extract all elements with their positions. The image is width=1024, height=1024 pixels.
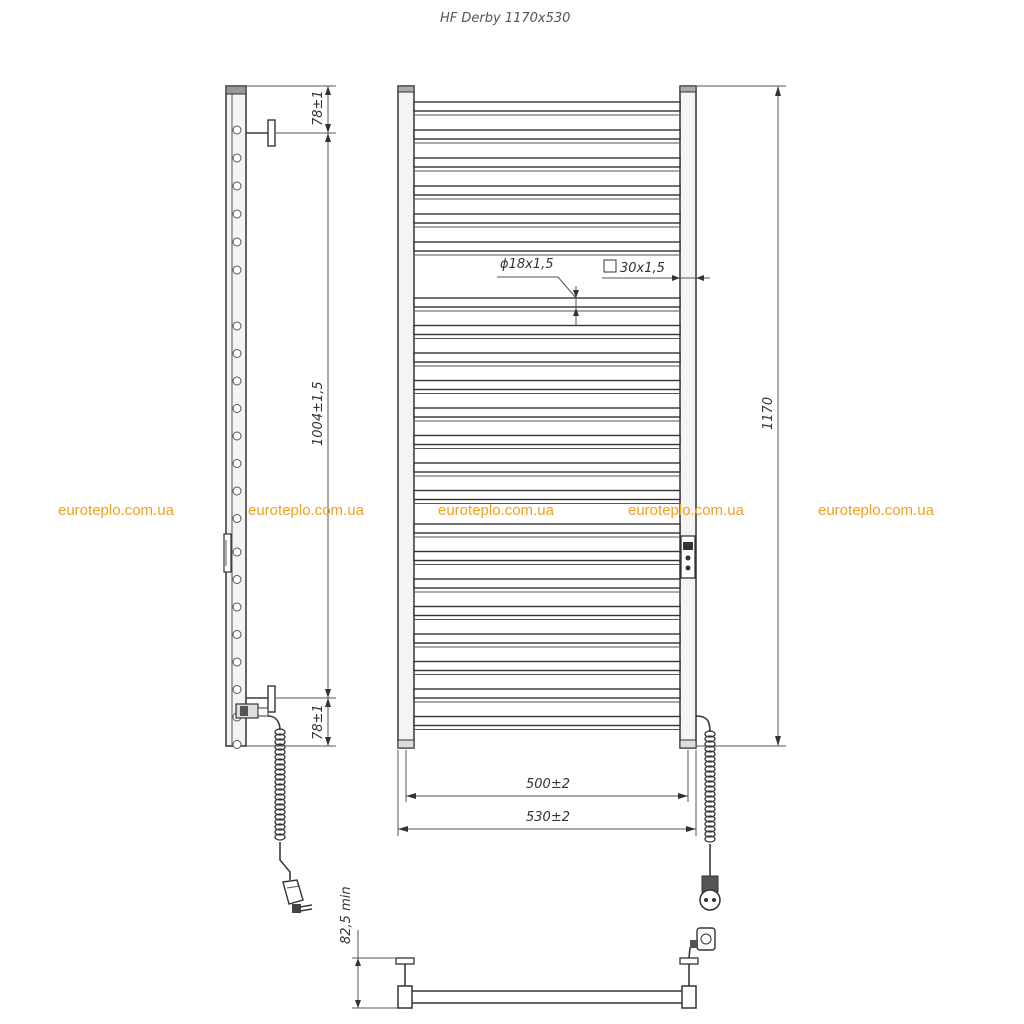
dim-tube-diameter: ϕ18x1,5 (500, 257, 554, 272)
tube-end-circle (233, 548, 241, 556)
horizontal-bar (414, 717, 680, 726)
watermark-2: euroteplo.com.ua (248, 502, 364, 519)
side-view (224, 86, 336, 913)
watermark-5: euroteplo.com.ua (818, 502, 934, 519)
dim-top-mount: 78±1 (311, 90, 326, 126)
front-cable-coil (705, 731, 715, 842)
tube-end-circle (233, 238, 241, 246)
side-controller (224, 534, 231, 572)
horizontal-bar (414, 214, 680, 223)
top-bar (402, 991, 692, 1003)
side-connector (236, 704, 268, 718)
horizontal-bar (414, 524, 680, 533)
horizontal-bar (414, 186, 680, 195)
horizontal-bar (414, 634, 680, 643)
front-plug (700, 876, 720, 910)
watermark-3: euroteplo.com.ua (438, 502, 554, 519)
horizontal-bars (414, 102, 680, 730)
horizontal-bar (414, 381, 680, 390)
tube-end-circle (233, 266, 241, 274)
side-coiled-cable (268, 716, 280, 730)
tube-end-circle (233, 154, 241, 162)
tube-end-circle (233, 126, 241, 134)
horizontal-bar (414, 436, 680, 445)
horizontal-bar (414, 326, 680, 335)
dim-wall-offset: 82,5 min (339, 886, 354, 944)
horizontal-bar (414, 102, 680, 111)
top-plug (689, 928, 715, 958)
side-plug (283, 880, 312, 913)
dim-mount-spacing: 1004±1,5 (311, 381, 326, 446)
dim-bottom-mount: 78±1 (311, 704, 326, 740)
tube-end-circle (233, 350, 241, 358)
horizontal-bar (414, 552, 680, 561)
horizontal-bar (414, 463, 680, 472)
dim-outer-width: 530±2 (526, 810, 570, 825)
horizontal-bar (414, 408, 680, 417)
right-post (680, 86, 696, 748)
horizontal-bar (414, 491, 680, 500)
tube-end-circle (233, 515, 241, 523)
horizontal-bar (414, 242, 680, 251)
tube-end-circle (233, 460, 241, 468)
dim-inner-width: 500±2 (526, 777, 570, 792)
tube-end-circle (233, 377, 241, 385)
tube-end-circle (233, 631, 241, 639)
tube-end-circle (233, 210, 241, 218)
tube-end-circle (233, 741, 241, 749)
tube-end-circle (233, 322, 241, 330)
tube-end-circle (233, 182, 241, 190)
horizontal-bar (414, 607, 680, 616)
watermark-1: euroteplo.com.ua (58, 502, 174, 519)
horizontal-bar (414, 158, 680, 167)
top-wall-bracket (246, 120, 275, 146)
tube-end-circle (233, 658, 241, 666)
tube-end-circle (233, 487, 241, 495)
square-profile-symbol (604, 260, 616, 272)
top-view (339, 886, 715, 1008)
left-post (398, 86, 414, 748)
horizontal-bar (414, 353, 680, 362)
controller-unit (681, 536, 695, 578)
tube-end-circle (233, 686, 241, 694)
tube-end-circle (233, 603, 241, 611)
tube-end-circle (233, 405, 241, 413)
watermarks (58, 502, 935, 519)
horizontal-bar (414, 130, 680, 139)
horizontal-bar (414, 579, 680, 588)
tube-end-circle (233, 576, 241, 584)
horizontal-bar (414, 689, 680, 698)
dim-height: 1170 (761, 396, 776, 430)
horizontal-bar (414, 662, 680, 671)
front-view (398, 86, 786, 910)
watermark-4: euroteplo.com.ua (628, 502, 744, 519)
tube-end-circle (233, 432, 241, 440)
dim-post-profile: 30x1,5 (620, 261, 665, 276)
horizontal-bar (414, 298, 680, 307)
drawing-title: HF Derby 1170x530 (440, 11, 571, 26)
